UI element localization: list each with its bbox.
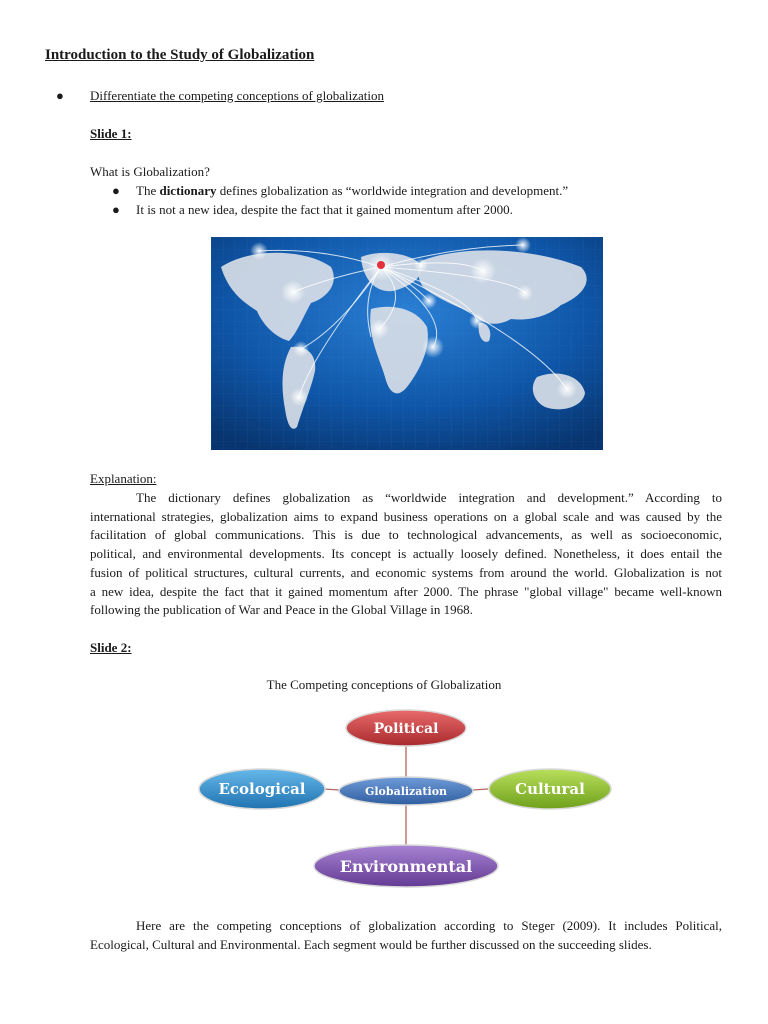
explanation-line-3: facilitation of global communications. This is due to technological advancements, as well as socioeconomic, [90, 527, 722, 543]
slide2-line-1: Here are the competing conceptions of globalization according to Steger (2009). It includes Political, [136, 918, 722, 933]
node-political [346, 710, 466, 746]
conceptions-diagram [196, 700, 616, 900]
node-environmental-label: Environmental [339, 857, 473, 876]
slide1-bullet-2: ● It is not a new idea, despite the fact that it gained momentum after 2000. [112, 202, 513, 217]
bullet-icon: ● [112, 183, 120, 198]
explanation-line-7: following the publication of War and Peace in the Global Village in 1968. [90, 602, 473, 618]
diagram-caption: The Competing conceptions of Globalization [266, 677, 502, 692]
slide1-label: Slide 1: [90, 126, 132, 141]
explanation-paragraph [90, 489, 722, 620]
node-cultural-label: Cultural [515, 780, 585, 798]
node-environmental [314, 845, 498, 887]
explanation-line-2: international strategies, globalization aims to expand business operations on a global scale and was caused by the [90, 508, 722, 524]
slide2-line-2: Ecological, Cultural and Environmental. Each segment would be further discussed on the succeeding slides. [90, 936, 652, 952]
explanation-label: Explanation: [90, 471, 157, 486]
explanation-line-6: a new idea, despite the fact that it gained momentum after 2000. The phrase "global village" became well-known [90, 583, 722, 599]
bold-term: dictionary [159, 183, 217, 198]
document-title: Introduction to the Study of Globalization [45, 47, 315, 63]
slide1-question: What is Globalization? [90, 164, 210, 179]
explanation-line-4: political, and environmental developments. Its concept is actually loosely defined. Nonetheless, it does entail the [90, 546, 722, 562]
node-cultural [489, 769, 611, 809]
slide1-bullet-1: ● The dictionary defines globalization as “worldwide integration and development.” [112, 183, 569, 198]
world-network-map-image [211, 237, 603, 450]
bullet-icon: ● [56, 88, 64, 103]
bullet-icon: ● [112, 202, 120, 217]
node-center [339, 777, 473, 805]
slide2-paragraph [90, 917, 722, 954]
slide1-bullet-list [112, 181, 568, 219]
node-ecological-label: Ecological [218, 780, 306, 798]
node-political-label: Political [373, 721, 439, 737]
explanation-line-1: The dictionary defines globalization as “worldwide integration and development.” According to [136, 490, 722, 505]
objective-text: Differentiate the competing conceptions of globalization [90, 88, 384, 103]
objective-item [56, 88, 384, 104]
explanation-line-5: fusion of political structures, cultural currents, and economic systems from around the world. Globalization is not [90, 564, 722, 580]
node-center-label: Globalization [364, 785, 448, 798]
node-ecological [199, 769, 325, 809]
slide2-label: Slide 2: [90, 640, 132, 655]
